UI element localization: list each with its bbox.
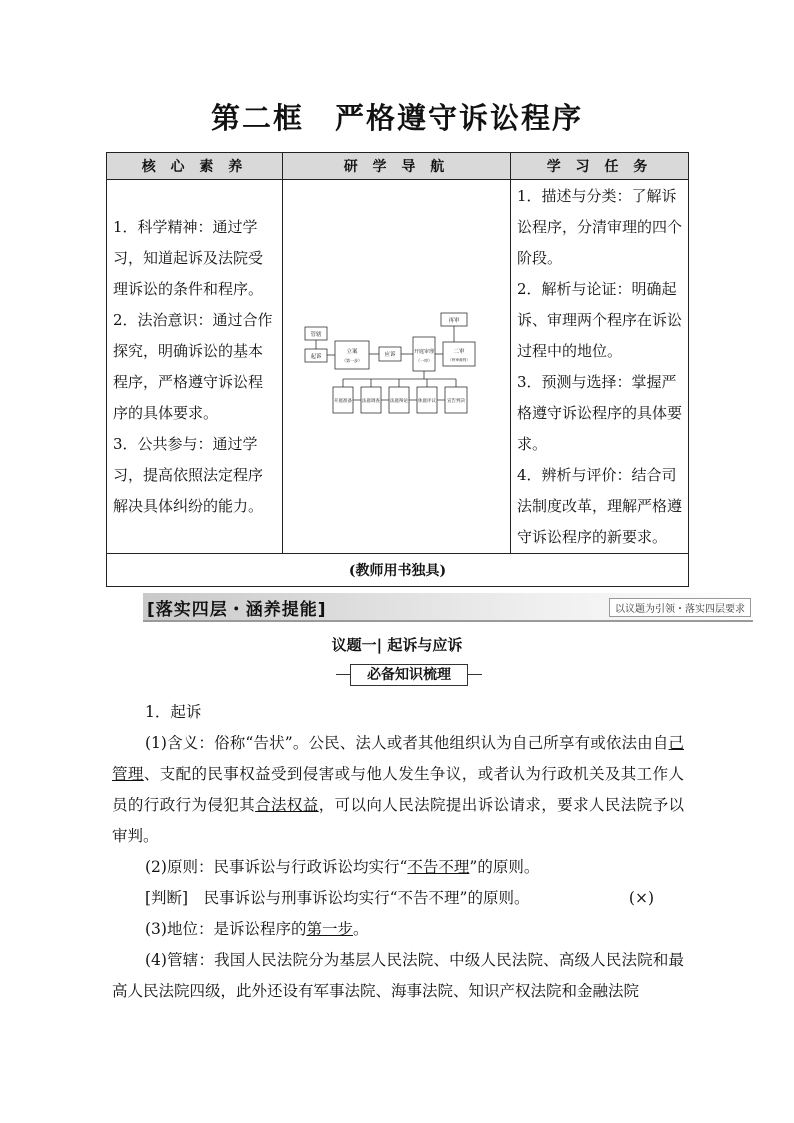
section-band-tag: 以议题为引领・落实四层要求 [609, 598, 751, 617]
litigation-flow-diagram [299, 309, 495, 421]
label-response: 应诉 [383, 351, 396, 358]
paragraph-principle: (2)原则：民事诉讼与行政诉讼均实行“不告不理”的原则。 [145, 858, 540, 876]
task-item: 1．描述与分类：了解诉讼程序，分清审理的四个阶段。 [517, 187, 683, 267]
label-prosecution: 起诉 [309, 353, 322, 360]
label-stage: 法庭调查 [361, 398, 380, 404]
header-learning-tasks: 学 习 任 务 [511, 153, 689, 180]
learning-tasks-cell [511, 180, 689, 554]
node-filing [335, 341, 369, 369]
topic-heading: 议题一| 起诉与应诉 [331, 636, 463, 654]
label-stage: 法庭辩论 [389, 398, 408, 404]
label-second: 二审 [452, 348, 465, 355]
judgment-text: [判断] 民事诉讼与刑事诉讼均实行“不告不理”的原则。 [145, 889, 530, 907]
label-stage: 休庭评议 [417, 398, 436, 404]
knowledge-badge-label: 必备知识梳理 [350, 664, 468, 686]
task-item: 2．解析与论证：明确起诉、审理两个程序在诉讼过程中的地位。 [517, 280, 683, 360]
section-band-title: [落实四层・涵养提能] [147, 600, 327, 620]
header-core-literacy: 核 心 素 养 [107, 153, 283, 180]
judgment-line [112, 883, 684, 914]
page-title: 第二框 严格遵守诉讼程序 [210, 101, 583, 135]
body-text [112, 697, 684, 1007]
task-item: 3．预测与选择：掌握严格遵守诉讼程序的具体要求。 [517, 373, 683, 453]
header-study-guide: 研 学 导 航 [283, 153, 511, 180]
core-literacy-item: 3．公共参与：通过学习，提高依照法定程序解决具体纠纷的能力。 [113, 434, 264, 515]
section-band [143, 593, 753, 622]
label-stage: 开庭准备 [333, 398, 352, 404]
teacher-note: (教师用书独具) [107, 554, 689, 587]
paragraph-definition: (1)含义：俗称“告状”。公民、法人或者其他组织认为自己所享有或依法由自己管理、支配的民事权益受到侵害或与他人发生争议，或者认为行政机关及其工作人员的行政行为侵犯其合法权益，可以向人民法院提出诉讼请求，要求人民法院予以审判。 [112, 734, 684, 845]
core-literacy-item: 2．法治意识：通过合作探究，明确诉讼的基本程序，严格遵守诉讼程序的具体要求。 [113, 310, 273, 422]
core-literacy-item: 1．科学精神：通过学习，知道起诉及法院受理诉讼的条件和程序。 [113, 217, 264, 298]
label-jurisdiction: 管辖 [309, 331, 322, 338]
item-heading: 1．起诉 [145, 703, 202, 721]
label-stage: 宣告判决 [446, 398, 465, 404]
knowledge-badge [336, 664, 482, 686]
label-filing: 立案 [345, 348, 358, 355]
task-item: 4．辨析与评价：结合司法制度改革，理解严格遵守诉讼程序的新要求。 [517, 466, 683, 546]
label-trial: 开庭审理 [413, 348, 434, 355]
overview-table [106, 152, 689, 587]
paragraph-jurisdiction: (4)管辖：我国人民法院分为基层人民法院、中级人民法院、高级人民法院和最高人民法院四级，此外还设有军事法院、海事法院、知识产权法院和金融法院 [112, 951, 684, 1000]
label-trial-sub: （一审） [415, 357, 432, 363]
label-filing-sub: （第一步） [341, 357, 362, 363]
core-literacy-cell [107, 180, 283, 554]
label-retrial: 再审 [447, 317, 460, 324]
label-second-sub: （终审裁判） [447, 357, 470, 362]
paragraph-status: (3)地位：是诉讼程序的第一步。 [145, 920, 369, 938]
study-guide-cell [283, 180, 511, 554]
judgment-mark: (×) [628, 889, 654, 907]
